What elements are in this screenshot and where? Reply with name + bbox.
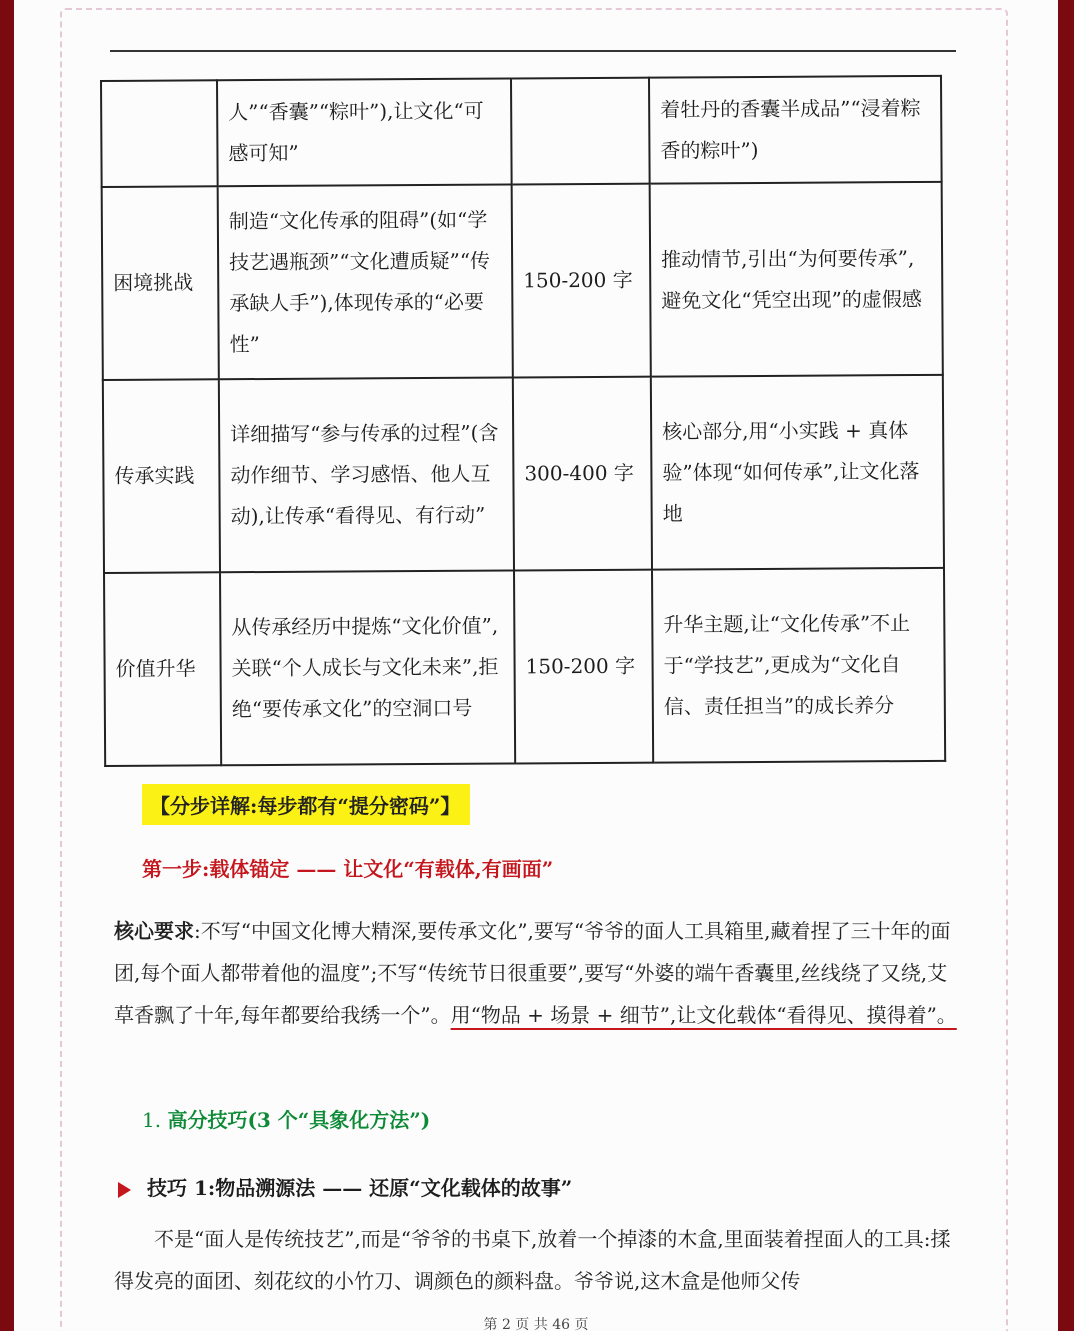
content-cell: 制造“文化传承的阻碍”(如“学技艺遇瓶颈”“文化遭质疑”“传承缺人手”),体现传承的“必要性” xyxy=(218,184,513,379)
core-text: :不写“中国文化博大精深,要传承文化”,要写“爷爷的面人工具箱里,藏着捏了三十年的面团,每个面人都带着他的温度”;不写“传统节日很重要”,要写“外婆的端午香囊里,丝线绕了又绕,艾草香飘了十年,每年都要给我绣一个”。 xyxy=(114,919,951,1027)
header-rule xyxy=(110,50,956,52)
step-title: 第一步:载体锚定 —— 让文化“有载体,有画面” xyxy=(142,857,554,881)
content-cell: 人”“香囊”“粽叶”),让文化“可感可知” xyxy=(217,78,512,186)
content-cell: 详细描写“参与传承的过程”(含动作细节、学习感悟、他人互动),让传承“看得见、有行动” xyxy=(219,377,514,572)
purpose-cell: 推动情节,引出“为何要传承”,避免文化“凭空出现”的虚假感 xyxy=(650,182,943,377)
core-underlined-text: 用“物品 + 场景 + 细节”,让文化载体“看得见、摸得着”。 xyxy=(450,1003,957,1027)
stage-cell: 价值升华 xyxy=(104,572,221,766)
words-cell xyxy=(511,78,650,185)
document-page xyxy=(14,0,1058,1331)
words-cell: 300-400 字 xyxy=(513,377,652,571)
core-requirement-paragraph xyxy=(114,910,960,1036)
words-cell: 150-200 字 xyxy=(512,184,651,378)
table-row xyxy=(104,568,945,766)
tips-title: 高分技巧(3 个“具象化方法”) xyxy=(167,1108,431,1132)
structure-table xyxy=(100,75,946,767)
technique-title: 技巧 1:物品溯源法 —— 还原“文化载体的故事” xyxy=(147,1176,573,1200)
page-number: 第 2 页 共 46 页 xyxy=(483,1317,589,1331)
stage-cell xyxy=(101,80,218,187)
purpose-cell: 升华主题,让“文化传承”不止于“学技艺”,更成为“文化自信、责任担当”的成长养分 xyxy=(652,568,945,763)
words-cell: 150-200 字 xyxy=(514,570,653,764)
tips-number: 1. xyxy=(142,1108,162,1132)
arrow-icon xyxy=(118,1182,131,1198)
core-label: 核心要求 xyxy=(114,919,194,943)
table-row xyxy=(101,76,942,187)
highlighted-heading: 【分步详解:每步都有“提分密码”】 xyxy=(142,784,470,825)
technique-heading xyxy=(118,1172,572,1201)
stage-cell: 传承实践 xyxy=(103,379,220,573)
content-cell: 从传承经历中提炼“文化价值”,关联“个人成长与文化未来”,拒绝“要传承文化”的空洞口号 xyxy=(220,570,515,765)
purpose-cell: 着牡丹的香囊半成品”“浸着粽香的粽叶”) xyxy=(649,76,942,184)
table-row xyxy=(103,375,944,573)
section-heading xyxy=(142,784,470,825)
tips-heading xyxy=(142,1104,430,1133)
example-paragraph: 不是“面人是传统技艺”,而是“爷爷的书桌下,放着一个掉漆的木盒,里面装着捏面人的工具:揉得发亮的面团、刻花纹的小竹刀、调颜色的颜料盘。爷爷说,这木盒是他师父传 xyxy=(114,1227,951,1293)
table-row xyxy=(102,182,943,380)
stage-cell: 困境挑战 xyxy=(102,186,219,380)
purpose-cell: 核心部分,用“小实践 + 真体验”体现“如何传承”,让文化落地 xyxy=(651,375,944,570)
